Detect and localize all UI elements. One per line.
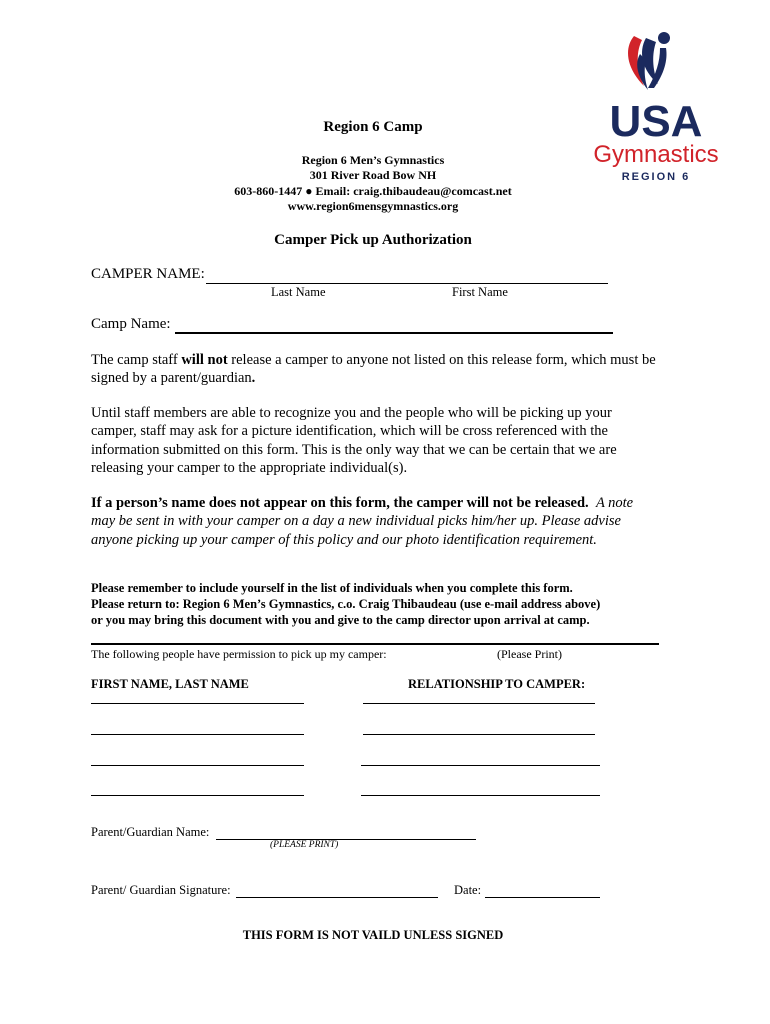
reminder-line-3: or you may bring this document with you and give to the camp director upon arrival at camp. [91, 613, 590, 627]
section-divider [91, 643, 659, 645]
camper-name-label: CAMPER NAME: [91, 266, 205, 282]
guardian-signature-field[interactable] [236, 897, 438, 898]
pickup-name-field-2[interactable] [91, 734, 304, 735]
logo-gymnastics-text: Gymnastics [593, 141, 719, 168]
guardian-signature-label: Parent/ Guardian Signature: [91, 883, 231, 897]
form-title: Camper Pick up Authorization [274, 232, 472, 248]
camp-name-field[interactable] [175, 332, 613, 334]
name-column-header: FIRST NAME, LAST NAME [91, 677, 249, 691]
pickup-name-field-4[interactable] [91, 795, 304, 796]
identification-paragraph: Until staff members are able to recognize you and the people who will be picking up your camper, staff may ask for a picture identification, which will be cross referenced with the information submitted on this form. This is the only way that we can be certain that we are releasing your camper to the appropriate individual(s). [91, 405, 617, 476]
not-released-note: A note may be sent in with your camper on a day a new individual picks him/her up. Please advise anyone picking up your camper of this policy and our photo identification requirement. [91, 495, 634, 548]
camp-title: Region 6 Camp [323, 119, 423, 135]
relationship-column-header: RELATIONSHIP TO CAMPER: [408, 677, 586, 691]
date-label: Date: [454, 883, 482, 897]
first-name-caption: First Name [452, 285, 508, 299]
pickup-relationship-field-1[interactable] [363, 703, 595, 704]
camp-name-label: Camp Name: [91, 316, 171, 332]
guardian-name-label: Parent/Guardian Name: [91, 825, 210, 839]
not-released-paragraph [91, 494, 651, 549]
pickup-relationship-field-4[interactable] [361, 795, 600, 796]
policy-text-c: release a camper to anyone not listed on this release form, which must be signed by a parent/guardian [91, 352, 656, 386]
pickup-relationship-field-2[interactable] [363, 734, 595, 735]
date-field[interactable] [485, 897, 600, 898]
not-released-bold: If a person’s name does not appear on this form, the camper will not be released. [91, 495, 589, 511]
permission-label: The following people have permission to pick up my camper: [91, 647, 387, 661]
policy-emphasis: will not [181, 352, 228, 368]
reminder-line-2: Please return to: Region 6 Men’s Gymnastics, c.o. Craig Thibaudeau (use e-mail address above) [91, 597, 601, 611]
pickup-name-field-3[interactable] [91, 765, 304, 766]
please-print-note: (Please Print) [497, 647, 562, 661]
pickup-relationship-field-3[interactable] [361, 765, 600, 766]
reminder-line-1: Please remember to include yourself in the list of individuals when you complete this form. [91, 581, 573, 595]
camper-name-field[interactable] [206, 283, 608, 284]
guardian-print-caption: (PLEASE PRINT) [270, 840, 339, 850]
policy-period: . [251, 370, 256, 386]
logo-region-text: REGION 6 [621, 171, 691, 183]
logo-graphic [576, 28, 736, 188]
release-policy-paragraph [91, 351, 661, 387]
org-address: 301 River Road Bow NH [309, 168, 437, 182]
last-name-caption: Last Name [271, 285, 326, 299]
guardian-name-field[interactable] [216, 839, 476, 840]
logo-usa-text: USA [609, 97, 703, 146]
org-name: Region 6 Men’s Gymnastics [301, 153, 445, 167]
validity-notice: THIS FORM IS NOT VAILD UNLESS SIGNED [242, 928, 504, 942]
org-contact[interactable]: 603-860-1447 ● Email: craig.thibaudeau@comcast.net [234, 184, 512, 198]
usa-gymnastics-logo [576, 28, 736, 188]
org-website[interactable]: www.region6mensgymnastics.org [287, 199, 459, 213]
policy-text-a: The camp staff [91, 352, 182, 368]
pickup-name-field-1[interactable] [91, 703, 304, 704]
